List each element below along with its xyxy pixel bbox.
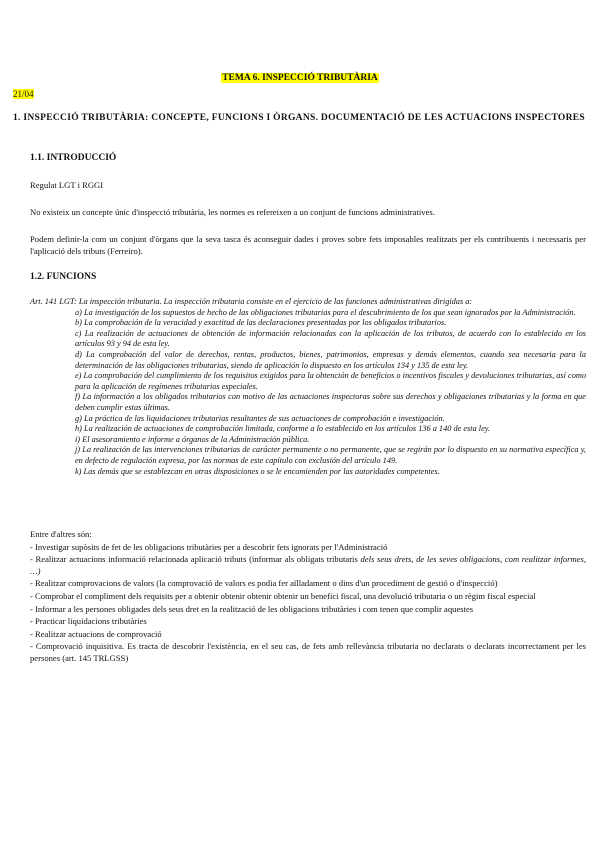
article-item: e) La comprobación del cumplimiento de los requisitos exigidos para la obtención de beneficios o incentivos fiscales y devoluciones tributarias, así como para la aplicación de regímenes tributarios especiales.: [75, 371, 586, 391]
paragraph-definition: Podem definir-la com un conjunt d'òrgans que la seva tasca és aconseguir dades i proves sobre fets imposables realitzats per els contribuents i necessaris per l'aplicació dels tributs (Ferreiro).: [30, 234, 586, 256]
article-item: j) La realización de las intervenciones tributarias de carácter permanente o no permanente, que se regirán por lo dispuesto en su normativa específica y, en defecto de regulación expresa, por las normas de este capítulo con exclusión del artículo 149.: [75, 445, 586, 465]
article-item: a) La investigación de los supuestos de hecho de las obligaciones tributarias para el descubrimiento de los que sean ignorados por la Administración.: [75, 307, 576, 317]
article-items: [30, 308, 586, 478]
article-141-quote: [30, 297, 586, 477]
article-item: d) La comprobación del valor de derechos, rentas, productos, bienes, patrimonios, empresas y demás elementos, cuando sea necesaria para la determinación de las obligaciones tributarias, siendo de aplicación lo dispuesto en los artículos 134 y 135 de esta ley.: [75, 349, 586, 370]
list-item: - Comprobar el compliment dels requisits per a obtenir obtenir obtenir obtenir un benefici fiscal, una devolució tributaria o un règim fiscal especial: [30, 590, 536, 601]
list-item: - Realitzar comprovacions de valors (la comprovació de valors es podia fer aïlladament o dins d'un procediment de gestió o d'inspecció): [30, 578, 498, 589]
article-item: i) El asesoramiento e informe a órganos de la Administración pública.: [75, 434, 310, 444]
document-title: TEMA 6. INSPECCIÓ TRIBUTÀRIA: [222, 73, 378, 83]
list-item: - Comprovació inquisitiva. Es tracta de descobrir l'existència, en el seu cas, de fets amb rellevància tributaria no declarats o declarats incorrectament per les persones (art. 145 TRLGSS): [30, 641, 586, 663]
list-item: - Realitzar actuacions informació relacionada aplicació tributs (informar als obligats tributaris dels seus drets, de les seves obligacions, com realitzar informes, …): [30, 554, 586, 576]
list-item: - Realitzar actuacions de comprovació: [30, 628, 162, 639]
list-item: - Investigar supòsits de fet de les obligacions tributàries per a descobrir fets ignorats per l'Administració: [30, 541, 388, 552]
paragraph-regulat: Regulat LGT i RGGI: [30, 180, 104, 190]
article-intro: Art. 141 LGT: La inspección tributaria. La inspección tributaria consiste en el ejercicio de las funciones administrativas dirigidas a:: [30, 297, 473, 306]
article-item: f) La información a los obligados tributarios con motivo de las actuaciones inspectoras sobre sus derechos y obligaciones tributarias y la forma en que deben cumplir estas últimas.: [75, 392, 586, 412]
section-1-heading: 1. INSPECCIÓ TRIBUTÀRIA: CONCEPTE, FUNCIONS I ÒRGANS. DOCUMENTACIÓ DE LES ACTUACIONS INSPECTORES: [13, 113, 585, 123]
section-1-2-heading: 1.2. FUNCIONS: [30, 272, 97, 282]
section-1-1-heading: 1.1. INTRODUCCIÓ: [30, 153, 117, 163]
article-item: h) La realización de actuaciones de comprobación limitada, conforme a lo establecido en los artículos 136 a 140 de esta ley.: [75, 424, 491, 434]
functions-intro: Entre d'altres són:: [30, 529, 92, 539]
document-date: 21/04: [13, 89, 34, 99]
list-item: - Practicar liquidacions tributàries: [30, 616, 147, 627]
article-item: g) La práctica de las liquidaciones tributarias resultantes de sus actuaciones de comprobación e investigación.: [75, 413, 445, 423]
article-item: c) La realización de actuaciones de obtención de información relacionadas con la aplicación de los tributos, de acuerdo con lo establecido en los artículos 93 y 94 de esta ley.: [75, 328, 586, 349]
article-item: k) Las demás que se establezcan en otras disposiciones o se le encomienden por las autoridades competentes.: [75, 466, 440, 476]
article-item: b) La comprobación de la veracidad y exactitud de las declaraciones presentadas por los obligados tributarios.: [75, 318, 447, 328]
functions-list: [30, 529, 586, 666]
paragraph-concept: No existeix un concepte únic d'inspecció tributària, les normes es refereixen a un conjunt de funcions administratives.: [30, 207, 435, 217]
list-item: - Informar a les persones obligades dels seus dret en la realització de les obligacions tributàries i com tenen que complir aquestes: [30, 603, 474, 614]
